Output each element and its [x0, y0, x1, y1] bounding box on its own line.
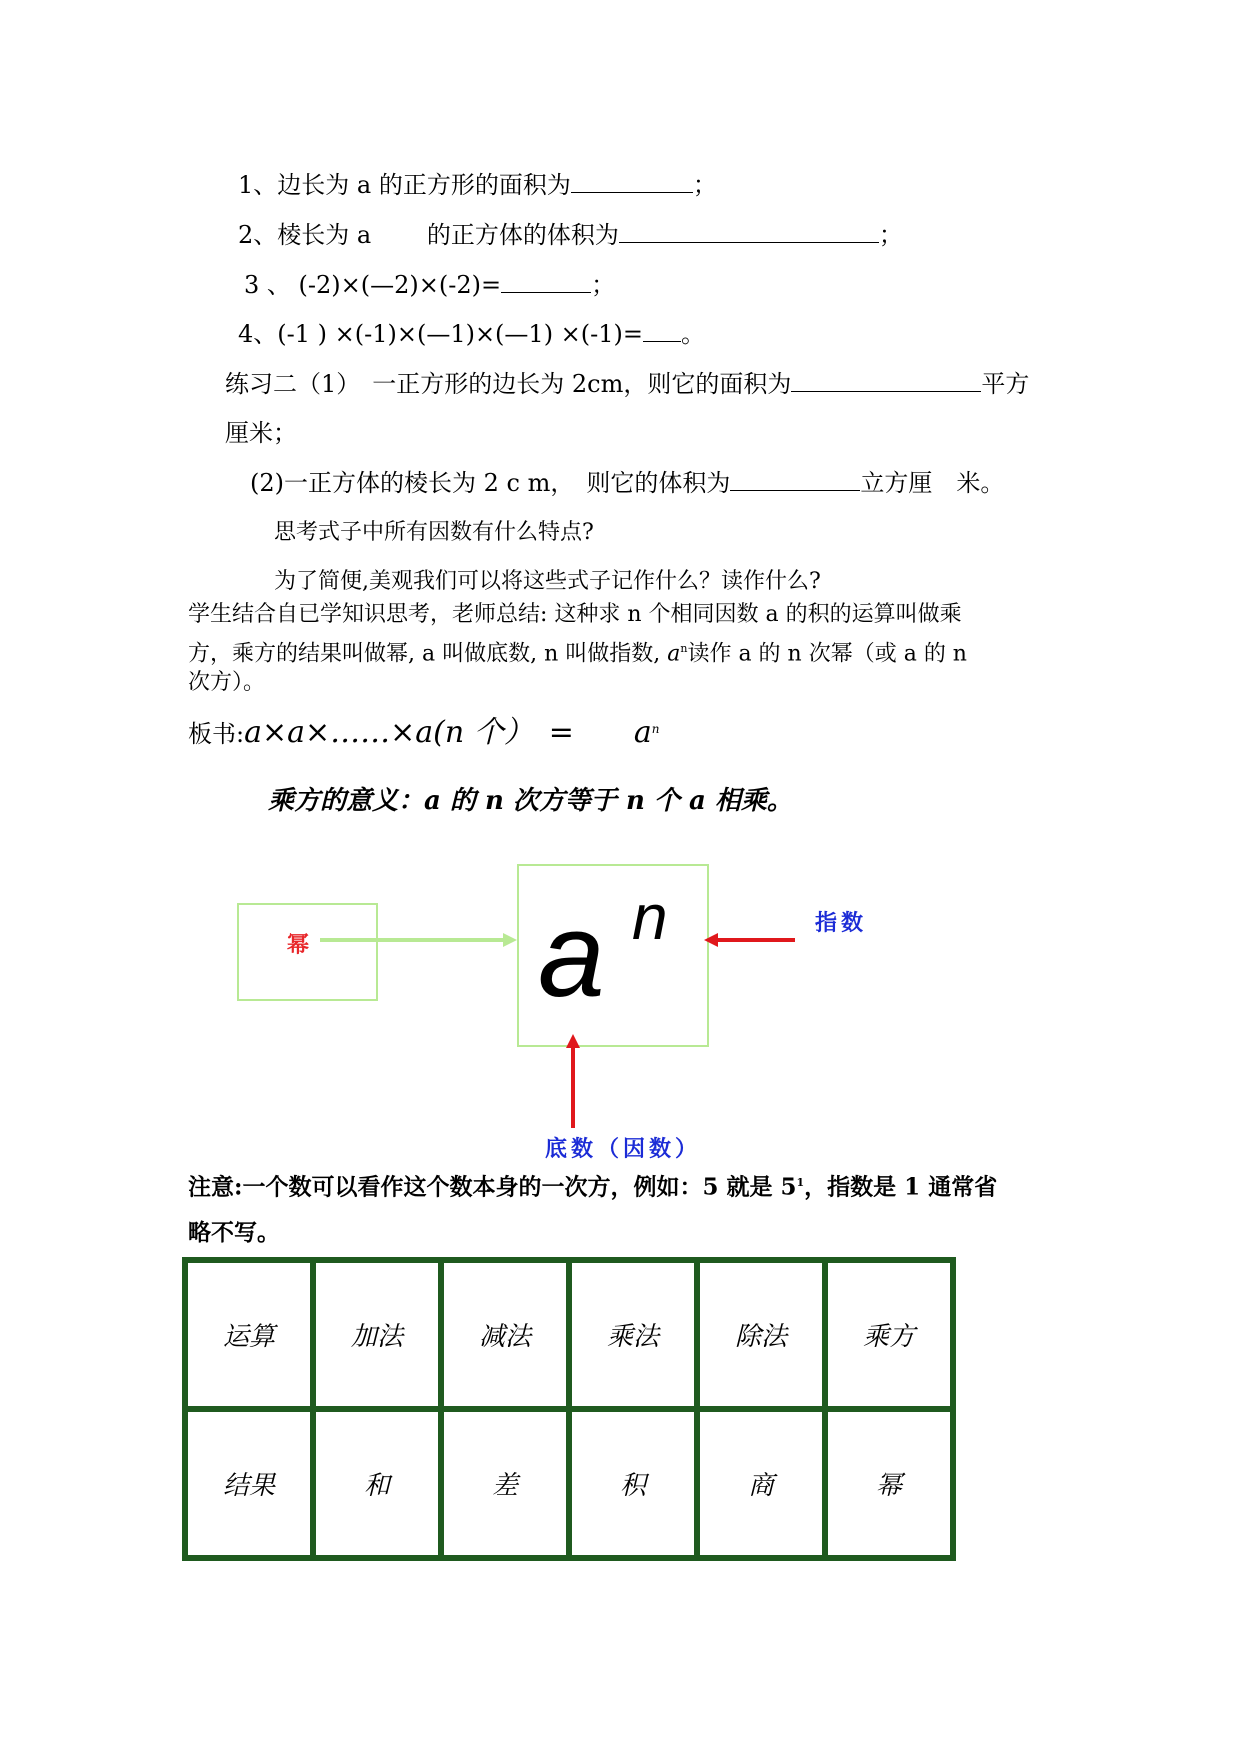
summary-line-1: 学生结合自已学知识思考，老师总结: 这种求 n 个相同因数 a 的积的运算叫做乘 — [188, 602, 962, 627]
table-row — [185, 1260, 953, 1409]
base-letter: a — [538, 888, 605, 1022]
question-3-blank — [501, 270, 591, 293]
table-cell: 乘法 — [569, 1260, 697, 1409]
exponent-arrow — [704, 933, 795, 947]
board-formula: a×a×……×a(n 个） = a — [244, 715, 652, 750]
question-3: 3 、 (-2)×(—2)×(-2)= ； — [244, 271, 616, 299]
base-arrow — [566, 1034, 580, 1128]
thinking-question-1: 思考式子中所有因数有什么特点? — [274, 520, 594, 545]
question-2-blank — [619, 220, 879, 243]
board-prefix: 板书: — [188, 720, 245, 748]
exercise-blank-1 — [791, 369, 981, 392]
table-cell: 商 — [697, 1409, 825, 1558]
board-writing: 板书:a×a×……×a(n 个） = $a^n$ — [188, 715, 660, 750]
question-4: 4、(-1 ) ×(-1)×(—1)×(—1) ×(-1)= 。 — [238, 320, 706, 348]
question-1-text: 1、边长为 a 的正方形的面积为 — [238, 171, 571, 199]
exercise-blank-2 — [730, 468, 860, 491]
summary-line-2: 方，乘方的结果叫做幂, a 叫做底数, n 叫做指数, $a^n$读作 a 的 n 次幂（或 a 的 n — [188, 641, 967, 667]
exercise-line-2: 厘米； — [225, 419, 297, 447]
table-cell: 幂 — [825, 1409, 953, 1558]
table-row — [185, 1409, 953, 1558]
table-cell: 和 — [313, 1409, 441, 1558]
question-4-blank — [643, 319, 681, 342]
exercise-line-1: 练习二（1） 一正方形的边长为 2cm，则它的面积为 平方 — [225, 370, 1030, 398]
operations-table — [182, 1257, 956, 1561]
table-cell: 乘方 — [825, 1260, 953, 1409]
table-cell: 差 — [441, 1409, 569, 1558]
question-3-text: 3 、 (-2)×(—2)×(-2)= — [244, 271, 502, 299]
power-label: 幂 — [287, 932, 310, 958]
table-cell: 加法 — [313, 1260, 441, 1409]
thinking-question-2: 为了简便,美观我们可以将这些式子记作什么？读作什么? — [274, 569, 821, 594]
table-cell: 减法 — [441, 1260, 569, 1409]
table-cell: 积 — [569, 1409, 697, 1558]
question-1: 1、边长为 a 的正方形的面积为 ； — [238, 171, 717, 199]
exponent-label: 指数 — [815, 910, 868, 936]
note-line-2: 略不写。 — [188, 1219, 280, 1246]
exercise-line-3: (2)一正方体的棱长为 2 c m， 则它的体积为 立方厘 米。 — [250, 469, 1005, 497]
table-cell: 结果 — [185, 1409, 313, 1558]
meaning-statement: 乘方的意义：a 的 n 次方等于 n 个 a 相乘。 — [268, 786, 793, 816]
note-line-1: 注意:一个数可以看作这个数本身的一次方，例如：5 就是 $5^1$，指数是 1 通常省 — [188, 1173, 998, 1201]
table-cell: 运算 — [185, 1260, 313, 1409]
summary-line-3: 次方）。 — [188, 670, 266, 695]
question-2-text: 2、棱长为 a 的正方体的体积为 — [238, 221, 619, 249]
question-1-blank — [571, 170, 693, 193]
question-2: 2、棱长为 a 的正方体的体积为 ； — [238, 221, 903, 249]
table-cell: 除法 — [697, 1260, 825, 1409]
base-label: 底数（因数） — [545, 1136, 702, 1162]
question-4-text: 4、(-1 ) ×(-1)×(—1)×(—1) ×(-1)= — [238, 320, 644, 348]
exponent-letter: n — [632, 881, 668, 953]
